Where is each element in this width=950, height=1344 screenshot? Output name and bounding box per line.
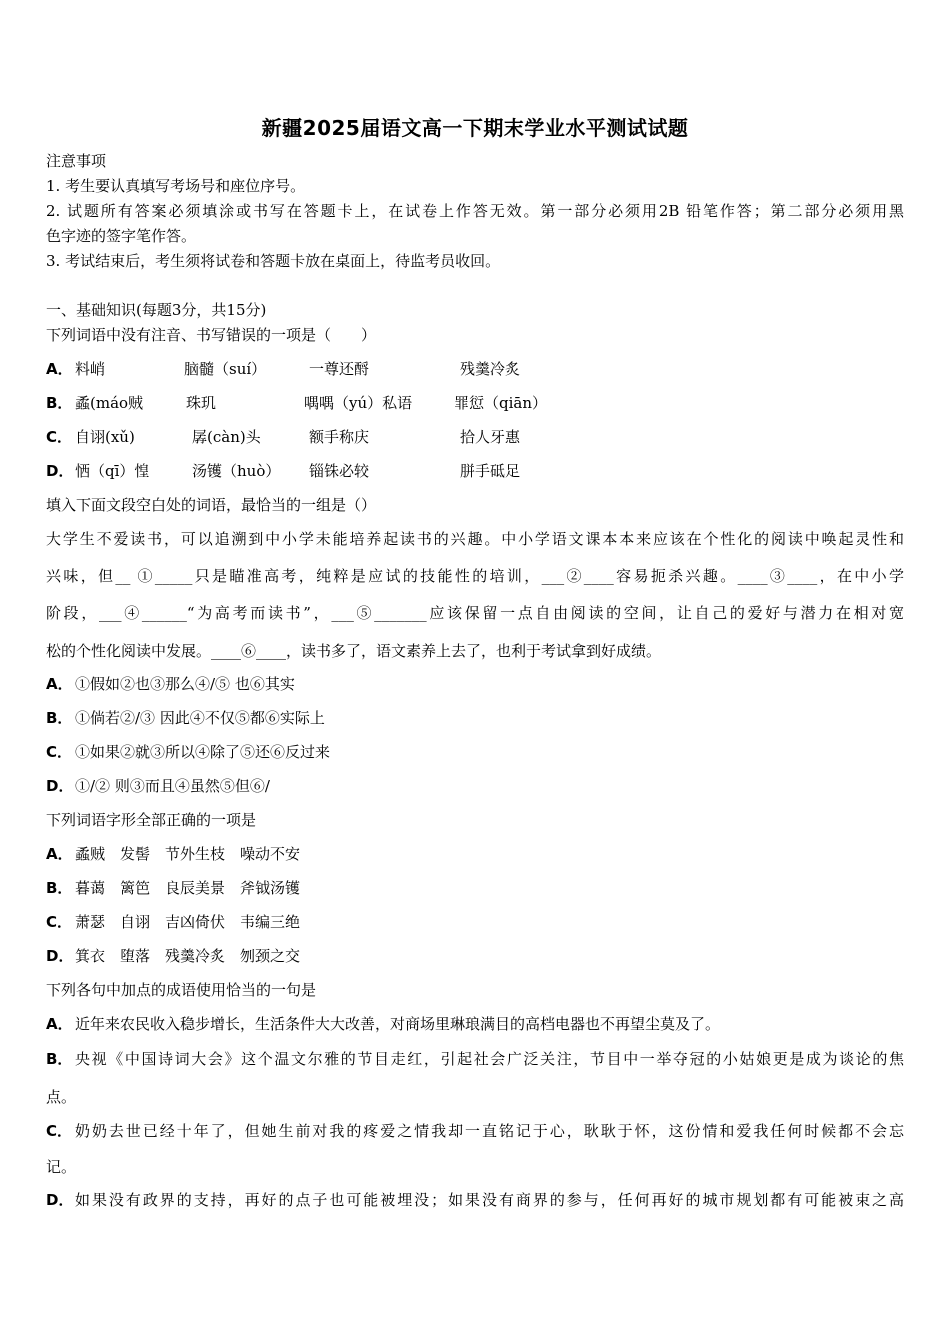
option-word: 残羹冷炙: [460, 360, 521, 378]
notice-item-3: 3. 考试结束后，考生须将试卷和答题卡放在桌面上，待监考员收回。: [46, 252, 501, 270]
option-text: ①假如②也③那么④/⑤ 也⑥其实: [75, 675, 295, 693]
option-label: C．: [46, 1122, 73, 1140]
option-word: 蟊(máo贼: [75, 394, 144, 412]
option-word: 锱铢必较: [309, 462, 370, 480]
option-word: 料峭: [75, 360, 106, 378]
option-word: 汤镬（huò）: [192, 462, 281, 480]
option-label: D．: [46, 947, 74, 965]
question-1-stem: 下列词语中没有注音、书写错误的一项是（ ）: [46, 326, 377, 344]
option-label: A．: [46, 675, 73, 693]
option-text: 蟊贼 发髻 节外生枝 噪动不安: [75, 845, 301, 863]
option-text: 央视《中国诗词大会》这个温文尔雅的节目走红，引起社会广泛关注，节目中一举夺冠的小姑娘更是成为谈论的焦: [75, 1050, 904, 1068]
exam-title: 新疆2025届语文高一下期末学业水平测试试题: [261, 116, 689, 140]
option-label: A．: [46, 845, 73, 863]
question-4-stem: 下列各句中加点的成语使用恰当的一句是: [46, 981, 317, 999]
question-2-passage-line: 兴味，但__ ①_____只是瞄准高考，纯粹是应试的技能性的培训，___②____容易扼杀兴趣。____③____，在中小学: [46, 567, 904, 585]
question-2-stem: 填入下面文段空白处的词语，最恰当的一组是（）: [46, 496, 377, 514]
option-label: C．: [46, 428, 73, 446]
option-word: 珠玑: [186, 394, 217, 412]
option-text: 近年来农民收入稳步增长，生活条件大大改善，对商场里琳琅满目的高档电器也不再望尘莫及了。: [75, 1015, 721, 1033]
question-3-stem: 下列词语字形全部正确的一项是: [46, 811, 257, 829]
question-2-passage-line: 大学生不爱读书，可以追溯到中小学未能培养起读书的兴趣。中小学语文课本本来应该在个性化的阅读中唤起灵性和: [46, 530, 904, 548]
option-label: D．: [46, 777, 74, 795]
option-text-cont: 记。: [46, 1158, 77, 1176]
option-label: B．: [46, 394, 73, 412]
notice-item-2-cont: 色字迹的签字笔作答。: [46, 227, 197, 245]
option-word: 自诩(xǔ): [75, 428, 135, 446]
option-word: 恓（qī）惶: [75, 462, 150, 480]
option-label: A．: [46, 1015, 73, 1033]
option-text: 如果没有政界的支持，再好的点子也可能被埋没；如果没有商界的参与，任何再好的城市规划都有可能被束之高: [75, 1191, 904, 1209]
option-label: B．: [46, 1050, 73, 1068]
option-word: 脑髓（suí）: [184, 360, 267, 378]
option-text: ①如果②就③所以④除了⑤还⑥反过来: [75, 743, 331, 761]
question-2-passage-line: 松的个性化阅读中发展。____⑥____，读书多了，语文素养上去了，也利于考试拿到好成绩。: [46, 642, 662, 660]
option-text: ①倘若②/③ 因此④不仅⑤都⑥实际上: [75, 709, 325, 727]
option-word: 喁喁（yú）私语: [304, 394, 413, 412]
option-word: 一尊还酹: [309, 360, 370, 378]
option-word: 胼手砥足: [460, 462, 521, 480]
option-text: 箕衣 堕落 残羹冷炙 刎颈之交: [75, 947, 301, 965]
option-text: ①/② 则③而且④虽然⑤但⑥/: [75, 777, 270, 795]
option-word: 额手称庆: [309, 428, 370, 446]
option-text: 暮蔼 篱笆 良辰美景 斧钺汤镬: [75, 879, 301, 897]
option-text: 奶奶去世已经十年了，但她生前对我的疼爱之情我却一直铭记于心，耿耿于怀，这份情和爱我任何时候都不会忘: [75, 1122, 904, 1140]
notice-item-2: 2. 试题所有答案必须填涂或书写在答题卡上，在试卷上作答无效。第一部分必须用2B 铅笔作答；第二部分必须用黑: [46, 202, 904, 220]
question-2-passage-line: 阶段，___④______“为高考而读书”，___⑤_______应该保留一点自由阅读的空间，让自己的爱好与潜力在相对宽: [46, 604, 904, 622]
option-label: B．: [46, 709, 73, 727]
option-label: B．: [46, 879, 73, 897]
option-word: 罪愆（qiān）: [454, 394, 548, 412]
option-word: 拾人牙惠: [460, 428, 521, 446]
section-heading: 一、基础知识(每题3分，共15分): [46, 301, 267, 319]
notice-heading: 注意事项: [46, 152, 107, 170]
option-label: D．: [46, 1191, 74, 1209]
option-label: C．: [46, 913, 73, 931]
option-label: D．: [46, 462, 74, 480]
option-label: A．: [46, 360, 73, 378]
option-text-cont: 点。: [46, 1088, 77, 1106]
option-word: 孱(càn)头: [192, 428, 261, 446]
option-text: 萧瑟 自诩 吉凶倚伏 韦编三绝: [75, 913, 301, 931]
option-label: C．: [46, 743, 73, 761]
notice-item-1: 1. 考生要认真填写考场号和座位序号。: [46, 177, 306, 195]
